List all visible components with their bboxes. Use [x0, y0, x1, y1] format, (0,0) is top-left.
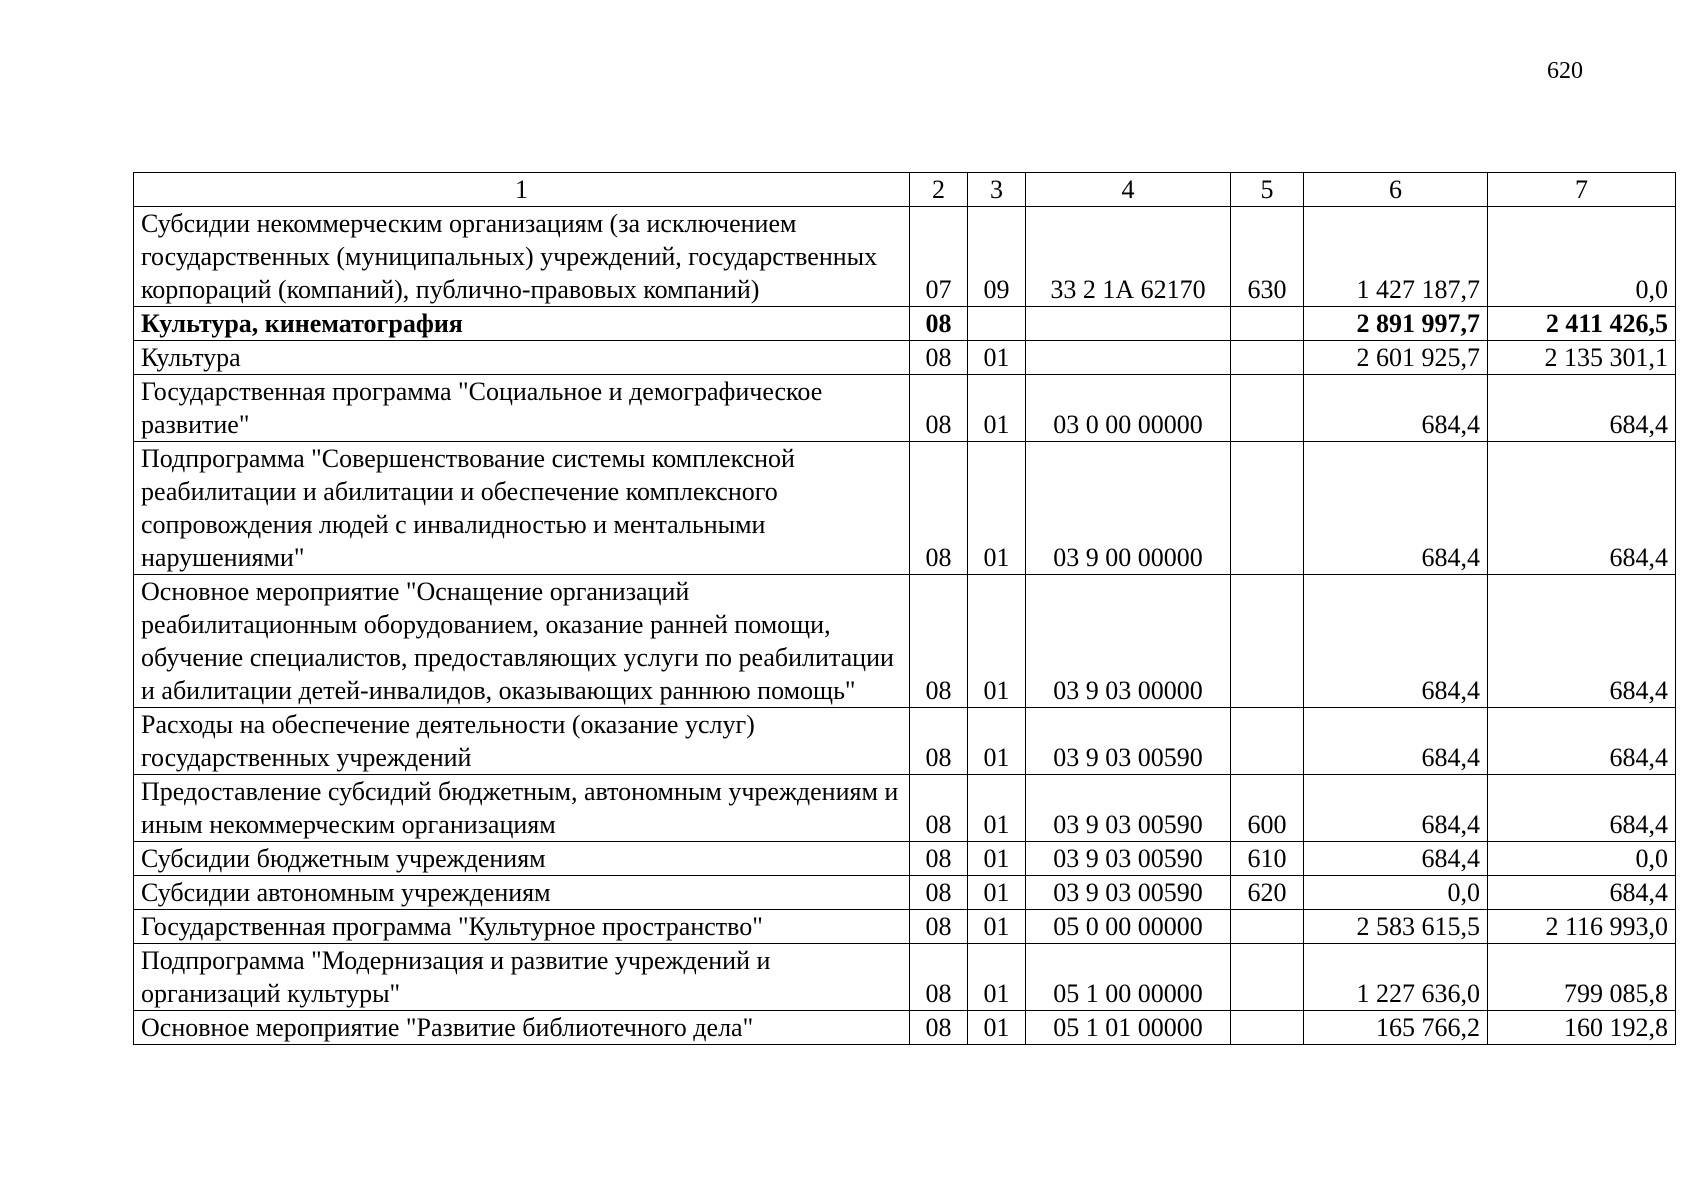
- header-cell: 3: [968, 173, 1026, 207]
- expense-type-cell: [1231, 341, 1304, 375]
- subsection-code-cell: 01: [968, 375, 1026, 442]
- target-article-cell: 05 1 00 00000: [1026, 944, 1231, 1011]
- subsection-code-cell: 01: [968, 910, 1026, 944]
- section-code-cell: 08: [910, 575, 968, 708]
- expense-name-cell: Культура, кинематография: [134, 307, 910, 341]
- expense-type-cell: [1231, 575, 1304, 708]
- table-row: [134, 575, 1676, 708]
- amount-col7-cell: 0,0: [1488, 842, 1676, 876]
- subsection-code-cell: 01: [968, 341, 1026, 375]
- target-article-cell: 03 9 03 00590: [1026, 708, 1231, 775]
- amount-col6-cell: 2 891 997,7: [1304, 307, 1488, 341]
- expense-name-cell: Основное мероприятие "Оснащение организаций реабилитационным оборудованием, оказание ранней помощи, обучение специалистов, предоставляющих услуги по реабилитации и абилитации детей-инвалидов, оказывающих раннюю помощь": [134, 575, 910, 708]
- amount-col7-cell: 2 411 426,5: [1488, 307, 1676, 341]
- expense-name-cell: Государственная программа "Культурное пространство": [134, 910, 910, 944]
- expense-type-cell: [1231, 442, 1304, 575]
- table-row: [134, 1011, 1676, 1045]
- section-code-cell: 08: [910, 775, 968, 842]
- expense-type-cell: 600: [1231, 775, 1304, 842]
- section-code-cell: 08: [910, 442, 968, 575]
- subsection-code-cell: 09: [968, 207, 1026, 307]
- target-article-cell: 03 9 00 00000: [1026, 442, 1231, 575]
- expense-type-cell: 620: [1231, 876, 1304, 910]
- section-code-cell: 08: [910, 708, 968, 775]
- table-header-row: [134, 173, 1676, 207]
- expense-type-cell: [1231, 307, 1304, 341]
- amount-col6-cell: 2 583 615,5: [1304, 910, 1488, 944]
- subsection-code-cell: 01: [968, 1011, 1026, 1045]
- table-row: [134, 775, 1676, 842]
- target-article-cell: [1026, 307, 1231, 341]
- amount-col6-cell: 1 427 187,7: [1304, 207, 1488, 307]
- amount-col6-cell: 0,0: [1304, 876, 1488, 910]
- subsection-code-cell: [968, 307, 1026, 341]
- amount-col7-cell: 684,4: [1488, 375, 1676, 442]
- table-row: [134, 876, 1676, 910]
- expense-type-cell: [1231, 1011, 1304, 1045]
- expense-name-cell: Субсидии некоммерческим организациям (за исключением государственных (муниципальных) учреждений, государственных корпораций (компаний), публично-правовых компаний): [134, 207, 910, 307]
- section-code-cell: 08: [910, 375, 968, 442]
- expense-type-cell: 630: [1231, 207, 1304, 307]
- amount-col6-cell: 1 227 636,0: [1304, 944, 1488, 1011]
- subsection-code-cell: 01: [968, 944, 1026, 1011]
- amount-col6-cell: 165 766,2: [1304, 1011, 1488, 1045]
- expense-name-cell: Подпрограмма "Модернизация и развитие учреждений и организаций культуры": [134, 944, 910, 1011]
- expense-name-cell: Субсидии бюджетным учреждениям: [134, 842, 910, 876]
- target-article-cell: 05 0 00 00000: [1026, 910, 1231, 944]
- target-article-cell: 03 9 03 00590: [1026, 775, 1231, 842]
- header-cell: 5: [1231, 173, 1304, 207]
- amount-col7-cell: 2 116 993,0: [1488, 910, 1676, 944]
- table-row: [134, 708, 1676, 775]
- section-code-cell: 08: [910, 910, 968, 944]
- amount-col7-cell: 2 135 301,1: [1488, 341, 1676, 375]
- table-row: [134, 910, 1676, 944]
- amount-col7-cell: 684,4: [1488, 442, 1676, 575]
- table-row: [134, 842, 1676, 876]
- subsection-code-cell: 01: [968, 876, 1026, 910]
- header-cell: 1: [134, 173, 910, 207]
- expense-name-cell: Предоставление субсидий бюджетным, автономным учреждениям и иным некоммерческим организациям: [134, 775, 910, 842]
- amount-col6-cell: 684,4: [1304, 442, 1488, 575]
- expense-name-cell: Основное мероприятие "Развитие библиотечного дела": [134, 1011, 910, 1045]
- table-row: [134, 375, 1676, 442]
- section-code-cell: 07: [910, 207, 968, 307]
- expense-type-cell: [1231, 708, 1304, 775]
- amount-col6-cell: 684,4: [1304, 708, 1488, 775]
- expense-name-cell: Подпрограмма "Совершенствование системы комплексной реабилитации и абилитации и обеспечение комплексного сопровождения людей с инвалидностью и ментальными нарушениями": [134, 442, 910, 575]
- amount-col6-cell: 684,4: [1304, 375, 1488, 442]
- section-code-cell: 08: [910, 876, 968, 910]
- header-cell: 7: [1488, 173, 1676, 207]
- expense-name-cell: Субсидии автономным учреждениям: [134, 876, 910, 910]
- target-article-cell: [1026, 341, 1231, 375]
- amount-col6-cell: 684,4: [1304, 775, 1488, 842]
- section-code-cell: 08: [910, 842, 968, 876]
- amount-col7-cell: 0,0: [1488, 207, 1676, 307]
- target-article-cell: 05 1 01 00000: [1026, 1011, 1231, 1045]
- amount-col6-cell: 684,4: [1304, 842, 1488, 876]
- budget-table: [133, 172, 1676, 1045]
- amount-col7-cell: 160 192,8: [1488, 1011, 1676, 1045]
- subsection-code-cell: 01: [968, 575, 1026, 708]
- section-code-cell: 08: [910, 307, 968, 341]
- header-cell: 2: [910, 173, 968, 207]
- expense-type-cell: [1231, 910, 1304, 944]
- section-code-cell: 08: [910, 944, 968, 1011]
- table-row: [134, 442, 1676, 575]
- section-code-cell: 08: [910, 341, 968, 375]
- table-row: [134, 307, 1676, 341]
- target-article-cell: 03 9 03 00000: [1026, 575, 1231, 708]
- subsection-code-cell: 01: [968, 708, 1026, 775]
- page-number: 620: [1547, 58, 1583, 84]
- table-row: [134, 341, 1676, 375]
- target-article-cell: 03 9 03 00590: [1026, 876, 1231, 910]
- expense-type-cell: [1231, 375, 1304, 442]
- subsection-code-cell: 01: [968, 842, 1026, 876]
- target-article-cell: 03 9 03 00590: [1026, 842, 1231, 876]
- table-row: [134, 944, 1676, 1011]
- subsection-code-cell: 01: [968, 775, 1026, 842]
- header-cell: 6: [1304, 173, 1488, 207]
- amount-col7-cell: 684,4: [1488, 876, 1676, 910]
- target-article-cell: 03 0 00 00000: [1026, 375, 1231, 442]
- expense-type-cell: 610: [1231, 842, 1304, 876]
- expense-name-cell: Государственная программа "Социальное и демографическое развитие": [134, 375, 910, 442]
- expense-name-cell: Расходы на обеспечение деятельности (оказание услуг) государственных учреждений: [134, 708, 910, 775]
- amount-col7-cell: 684,4: [1488, 775, 1676, 842]
- amount-col7-cell: 799 085,8: [1488, 944, 1676, 1011]
- amount-col6-cell: 684,4: [1304, 575, 1488, 708]
- subsection-code-cell: 01: [968, 442, 1026, 575]
- header-cell: 4: [1026, 173, 1231, 207]
- expense-type-cell: [1231, 944, 1304, 1011]
- amount-col7-cell: 684,4: [1488, 575, 1676, 708]
- expense-name-cell: Культура: [134, 341, 910, 375]
- amount-col6-cell: 2 601 925,7: [1304, 341, 1488, 375]
- section-code-cell: 08: [910, 1011, 968, 1045]
- target-article-cell: 33 2 1А 62170: [1026, 207, 1231, 307]
- table-row: [134, 207, 1676, 307]
- amount-col7-cell: 684,4: [1488, 708, 1676, 775]
